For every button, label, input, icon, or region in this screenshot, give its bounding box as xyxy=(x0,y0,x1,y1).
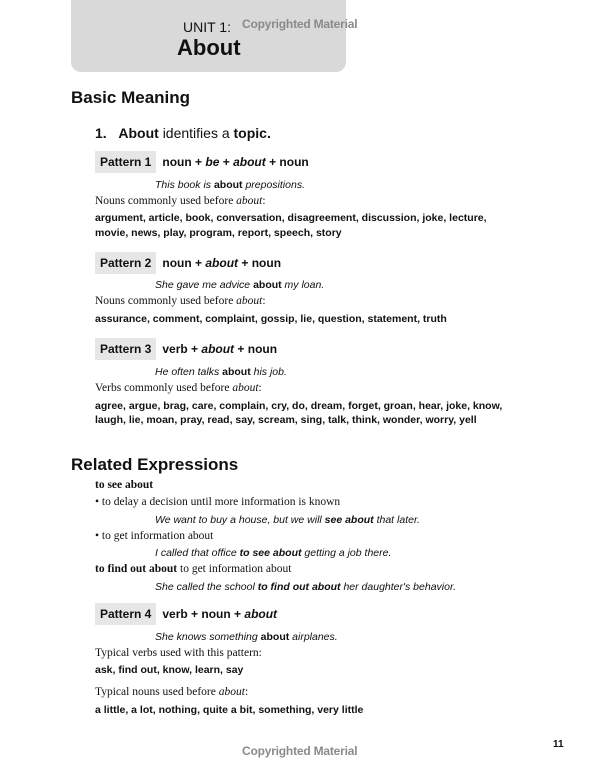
example-sentence: I called that office to see about getting a job there. xyxy=(155,547,392,559)
word-list-line: agree, argue, brag, care, complain, cry, do, dream, forget, groan, hear, joke, know, xyxy=(95,400,503,412)
page-number: 11 xyxy=(553,739,564,750)
sense-1: 1. About identifies a topic. xyxy=(95,125,271,141)
list-intro: Nouns commonly used before about: xyxy=(95,195,266,207)
definition-bullet: • to delay a decision until more information is known xyxy=(95,496,341,508)
example-sentence: He often talks about his job. xyxy=(155,366,287,378)
example-sentence: She knows something about airplanes. xyxy=(155,631,338,643)
example-sentence: She gave me advice about my loan. xyxy=(155,279,325,291)
section-heading-related: Related Expressions xyxy=(71,455,239,474)
example-sentence: This book is about prepositions. xyxy=(155,179,305,191)
word-list-line: argument, article, book, conversation, disagreement, discussion, joke, lecture, xyxy=(95,212,487,224)
word-list-line: a little, a lot, nothing, quite a bit, something, very little xyxy=(95,704,364,716)
pattern-4: Pattern 4 verb + noun + about xyxy=(95,603,277,625)
pattern-2: Pattern 2 noun + about + noun xyxy=(95,252,281,274)
list-intro: Verbs commonly used before about: xyxy=(95,382,262,394)
example-sentence: She called the school to find out about her daughter's behavior. xyxy=(155,581,456,593)
example-sentence: We want to buy a house, but we will see about that later. xyxy=(155,514,420,526)
word-list-line: ask, find out, know, learn, say xyxy=(95,664,244,676)
list-intro: Typical verbs used with this pattern: xyxy=(95,647,262,659)
section-heading-basic: Basic Meaning xyxy=(71,88,191,107)
watermark-bottom: Copyrighted Material xyxy=(242,744,358,758)
word-list-line: laugh, lie, moan, pray, read, say, scream, sing, talk, think, wonder, worry, yell xyxy=(95,414,477,426)
word-list-line: assurance, comment, complaint, gossip, lie, question, statement, truth xyxy=(95,313,447,325)
list-intro: Nouns commonly used before about: xyxy=(95,295,266,307)
unit-title: About xyxy=(177,35,241,60)
definition-bullet: • to get information about xyxy=(95,530,214,542)
expression-find-out-about: to find out about to get information about xyxy=(95,563,292,575)
expression-see-about: to see about xyxy=(95,479,154,491)
list-intro: Typical nouns used before about: xyxy=(95,686,249,698)
unit-label: UNIT 1: xyxy=(183,19,231,35)
pattern-3: Pattern 3 verb + about + noun xyxy=(95,338,277,360)
word-list-line: movie, news, play, program, report, speech, story xyxy=(95,227,342,239)
watermark-top: Copyrighted Material xyxy=(242,17,358,31)
pattern-1: Pattern 1 noun + be + about + noun xyxy=(95,151,309,173)
